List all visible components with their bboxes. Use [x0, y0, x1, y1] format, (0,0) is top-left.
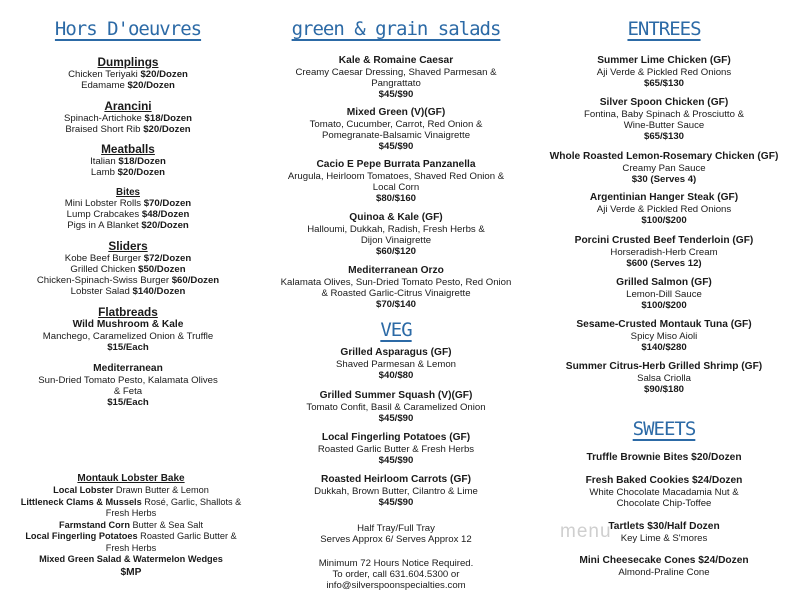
item-price: $60/Dozen [171, 275, 220, 286]
item-label: Chicken Teriyaki [68, 69, 141, 80]
entree-name: Summer Lime Chicken (GF) [597, 55, 731, 66]
salad-price: $70/$140 [375, 299, 416, 310]
phone-text: To order, call 631.604.5300 or [332, 569, 460, 580]
entree-name: Whole Roasted Lemon-Rosemary Chicken (GF) [549, 151, 779, 162]
arancini-title: Arancini [104, 99, 152, 113]
salad-description: Creamy Caesar Dressing, Shaved Parmesan & [295, 67, 497, 78]
watermark-logo: menu [560, 521, 612, 542]
flatbread-description: Manchego, Caramelized Onion & Truffle [42, 331, 214, 342]
entree-name: Porcini Crusted Beef Tenderloin (GF) [574, 235, 754, 246]
arancini-section [0, 100, 256, 135]
item-label: Lump Crabcakes [66, 209, 142, 220]
entree-price: $140/$280 [641, 342, 687, 353]
salad-price: $80/$160 [375, 193, 416, 204]
item-label: Lobster Salad [70, 286, 133, 297]
sweet-item [536, 475, 792, 509]
veg-price: $45/$90 [378, 413, 414, 424]
sweet-name: Truffle Brownie Bites $20/Dozen [586, 452, 742, 463]
lobster-bake-title: Montauk Lobster Bake [77, 473, 185, 484]
item-price: $20/Dozen [117, 167, 166, 178]
entree-name: Summer Citrus-Herb Grilled Shrimp (GF) [565, 361, 763, 372]
item-price: $20/Dozen [127, 80, 175, 91]
sliders-section [0, 240, 256, 297]
item-price: $48/Dozen [141, 209, 190, 220]
sweet-description: Chocolate Chip-Toffee [616, 498, 712, 509]
salads-heading: green & grain salads [291, 18, 501, 40]
flatbreads-section [0, 306, 256, 408]
veg-name: Roasted Heirloom Carrots (GF) [320, 474, 471, 485]
dumplings-title: Dumplings [97, 55, 159, 69]
veg-name: Grilled Summer Squash (V)(GF) [319, 390, 473, 401]
entree-description: Aji Verde & Pickled Red Onions [596, 204, 732, 215]
entree-name: Grilled Salmon (GF) [616, 277, 712, 288]
item-price: $18/Dozen [144, 113, 192, 124]
item-label: Spinach-Artichoke [64, 113, 145, 124]
item-price: $140/Dozen [132, 286, 186, 297]
veg-item [262, 390, 530, 424]
item-price: $50/Dozen [138, 264, 186, 275]
salad-description: Local Corn [372, 182, 420, 193]
lobster-bake-detail: Butter & Sea Salt [129, 519, 203, 530]
lobster-bake-detail: Rosé, Garlic, Shallots & [141, 496, 242, 507]
item-label: Italian [90, 156, 119, 167]
salad-item [262, 107, 530, 152]
veg-price: $45/$90 [378, 455, 414, 466]
entree-description: Salsa Criolla [637, 373, 691, 384]
salad-name: Mixed Green (V)(GF) [346, 107, 446, 118]
lobster-bake-item: Littleneck Clams & Mussels [20, 496, 142, 507]
hors-doeuvres-heading: Hors D'oeuvres [54, 18, 202, 40]
entree-item [536, 97, 792, 142]
entree-name: Silver Spoon Chicken (GF) [599, 97, 729, 108]
entree-item [536, 235, 792, 269]
item-label: Chicken-Spinach-Swiss Burger [36, 275, 172, 286]
lobster-bake-item: Local Fingerling Potatoes [25, 531, 138, 541]
salad-name: Mediterranean Orzo [348, 265, 444, 276]
veg-item [262, 474, 530, 508]
salad-price: $45/$90 [378, 89, 414, 100]
entree-item [536, 361, 792, 395]
item-price: $70/Dozen [143, 198, 192, 209]
sweet-description: Key Lime & S'mores [620, 533, 708, 544]
salad-price: $45/$90 [378, 141, 414, 152]
veg-item [262, 347, 530, 381]
item-price: $20/Dozen [140, 69, 188, 80]
salad-description: Arugula, Heirloom Tomatoes, Shaved Red Onion & [287, 171, 505, 182]
salad-description: & Roasted Garlic-Citrus Vinaigrette [321, 288, 471, 299]
item-label: Grilled Chicken [70, 264, 139, 275]
flatbread-description: & Feta [113, 386, 143, 397]
lobster-bake-section [0, 472, 262, 579]
entree-item [536, 277, 792, 311]
salad-item [262, 212, 530, 257]
entree-item [536, 319, 792, 353]
lobster-bake-detail: Fresh Herbs [105, 508, 157, 518]
meatballs-section [0, 143, 256, 178]
salad-description: Pangrattato [371, 78, 421, 89]
item-label: Pigs in A Blanket [67, 220, 142, 231]
entree-price: $600 (Serves 12) [626, 258, 702, 269]
item-label: Mini Lobster Rolls [64, 198, 144, 209]
flatbread-price: $15/Each [107, 342, 149, 353]
salad-description: Halloumi, Dukkah, Radish, Fresh Herbs & [307, 224, 485, 235]
entree-description: Horseradish-Herb Cream [610, 247, 718, 258]
item-label: Edamame [81, 80, 128, 91]
item-price: $18/Dozen [118, 156, 166, 167]
salad-name: Cacio E Pepe Burrata Panzanella [316, 159, 476, 170]
entree-item [536, 55, 792, 89]
sweet-name: Mini Cheesecake Cones $24/Dozen [579, 555, 749, 566]
entree-price: $30 (Serves 4) [631, 174, 697, 185]
entree-description: Aji Verde & Pickled Red Onions [596, 67, 732, 78]
entree-item [536, 151, 792, 185]
item-price: $72/Dozen [143, 253, 192, 264]
dumplings-section [0, 56, 256, 91]
entree-description: Creamy Pan Sauce [622, 163, 706, 174]
item-label: Braised Short Rib [65, 124, 144, 135]
sweet-item [536, 555, 792, 578]
lobster-bake-detail: Fresh Herbs [105, 542, 157, 553]
item-price: $20/Dozen [143, 124, 191, 135]
sweets-heading: SWEETS [632, 418, 696, 440]
entree-description: Lemon-Dill Sauce [626, 289, 702, 300]
veg-description: Shaved Parmesan & Lemon [336, 359, 456, 370]
flatbread-description: Sun-Dried Tomato Pesto, Kalamata Olives [38, 375, 218, 386]
entree-description: Fontina, Baby Spinach & Prosciutto & [584, 109, 744, 120]
salad-price: $60/$120 [375, 246, 416, 257]
veg-price: $40/$80 [378, 370, 414, 381]
order-notice [262, 558, 530, 591]
veg-name: Local Fingerling Potatoes (GF) [321, 432, 471, 443]
entree-item [536, 192, 792, 226]
notice-text: Minimum 72 Hours Notice Required. [318, 558, 474, 569]
veg-heading: VEG [380, 319, 412, 341]
flatbread-name: Mediterranean [93, 363, 163, 374]
flatbreads-title: Flatbreads [98, 305, 158, 319]
item-label: Lamb [90, 167, 118, 178]
salad-description: Pomegranate-Balsamic Vinaigrette [321, 130, 471, 141]
item-price: $20/Dozen [141, 220, 189, 231]
entree-price: $90/$180 [643, 384, 684, 395]
lobster-bake-price: $MP [120, 566, 142, 578]
entree-name: Sesame-Crusted Montauk Tuna (GF) [576, 319, 752, 330]
entree-price: $100/$200 [641, 300, 687, 311]
tray-info [262, 523, 530, 545]
veg-item [262, 432, 530, 466]
sweet-description: White Chocolate Macadamia Nut & [589, 487, 739, 498]
entree-description: Spicy Miso Aioli [630, 331, 698, 342]
entree-price: $65/$130 [643, 78, 684, 89]
lobster-bake-item: Local Lobster [53, 485, 114, 495]
sweet-item [536, 452, 792, 464]
entree-name: Argentinian Hanger Steak (GF) [589, 192, 739, 203]
sweet-description: Almond-Praline Cone [618, 567, 710, 578]
salad-name: Quinoa & Kale (GF) [349, 212, 443, 223]
email-link[interactable]: info@silverspoonspecialties.com [326, 580, 466, 591]
lobster-bake-item: Mixed Green Salad & Watermelon Wedges [39, 554, 223, 564]
veg-description: Roasted Garlic Butter & Fresh Herbs [317, 444, 475, 455]
salad-description: Tomato, Cucumber, Carrot, Red Onion & [309, 119, 483, 130]
salad-name: Kale & Romaine Caesar [338, 55, 454, 66]
entree-description: Wine-Butter Sauce [623, 120, 705, 131]
meatballs-title: Meatballs [101, 142, 155, 156]
lobster-bake-detail: Drawn Butter & Lemon [113, 485, 209, 495]
salad-item [262, 159, 530, 204]
tray-size-label: Half Tray/Full Tray [357, 523, 435, 534]
sweet-name: Tartlets $30/Half Dozen [608, 521, 720, 532]
bites-section [0, 187, 256, 231]
item-label: Kobe Beef Burger [64, 253, 144, 264]
flatbread-name: Wild Mushroom & Kale [72, 319, 184, 330]
entree-price: $100/$200 [641, 215, 687, 226]
tray-serves-label: Serves Approx 6/ Serves Approx 12 [320, 534, 472, 545]
entree-price: $65/$130 [643, 131, 684, 142]
salad-description: Dijon Vinaigrette [360, 235, 432, 246]
salad-description: Kalamata Olives, Sun-Dried Tomato Pesto, Red Onion [280, 277, 512, 288]
salad-item [262, 55, 530, 100]
flatbread-price: $15/Each [107, 397, 149, 408]
bites-title: Bites [116, 187, 140, 198]
veg-price: $45/$90 [378, 497, 414, 508]
sweet-item [536, 521, 792, 544]
sliders-title: Sliders [108, 239, 148, 253]
lobster-bake-detail: Roasted Garlic Butter & [137, 531, 237, 541]
veg-description: Dukkah, Brown Butter, Cilantro & Lime [314, 486, 478, 497]
veg-name: Grilled Asparagus (GF) [340, 347, 452, 358]
sweet-name: Fresh Baked Cookies $24/Dozen [585, 475, 743, 486]
veg-description: Tomato Confit, Basil & Caramelized Onion [306, 402, 486, 413]
salad-item [262, 265, 530, 310]
lobster-bake-item: Farmstand Corn [59, 519, 130, 530]
entrees-heading: ENTREES [627, 18, 701, 40]
